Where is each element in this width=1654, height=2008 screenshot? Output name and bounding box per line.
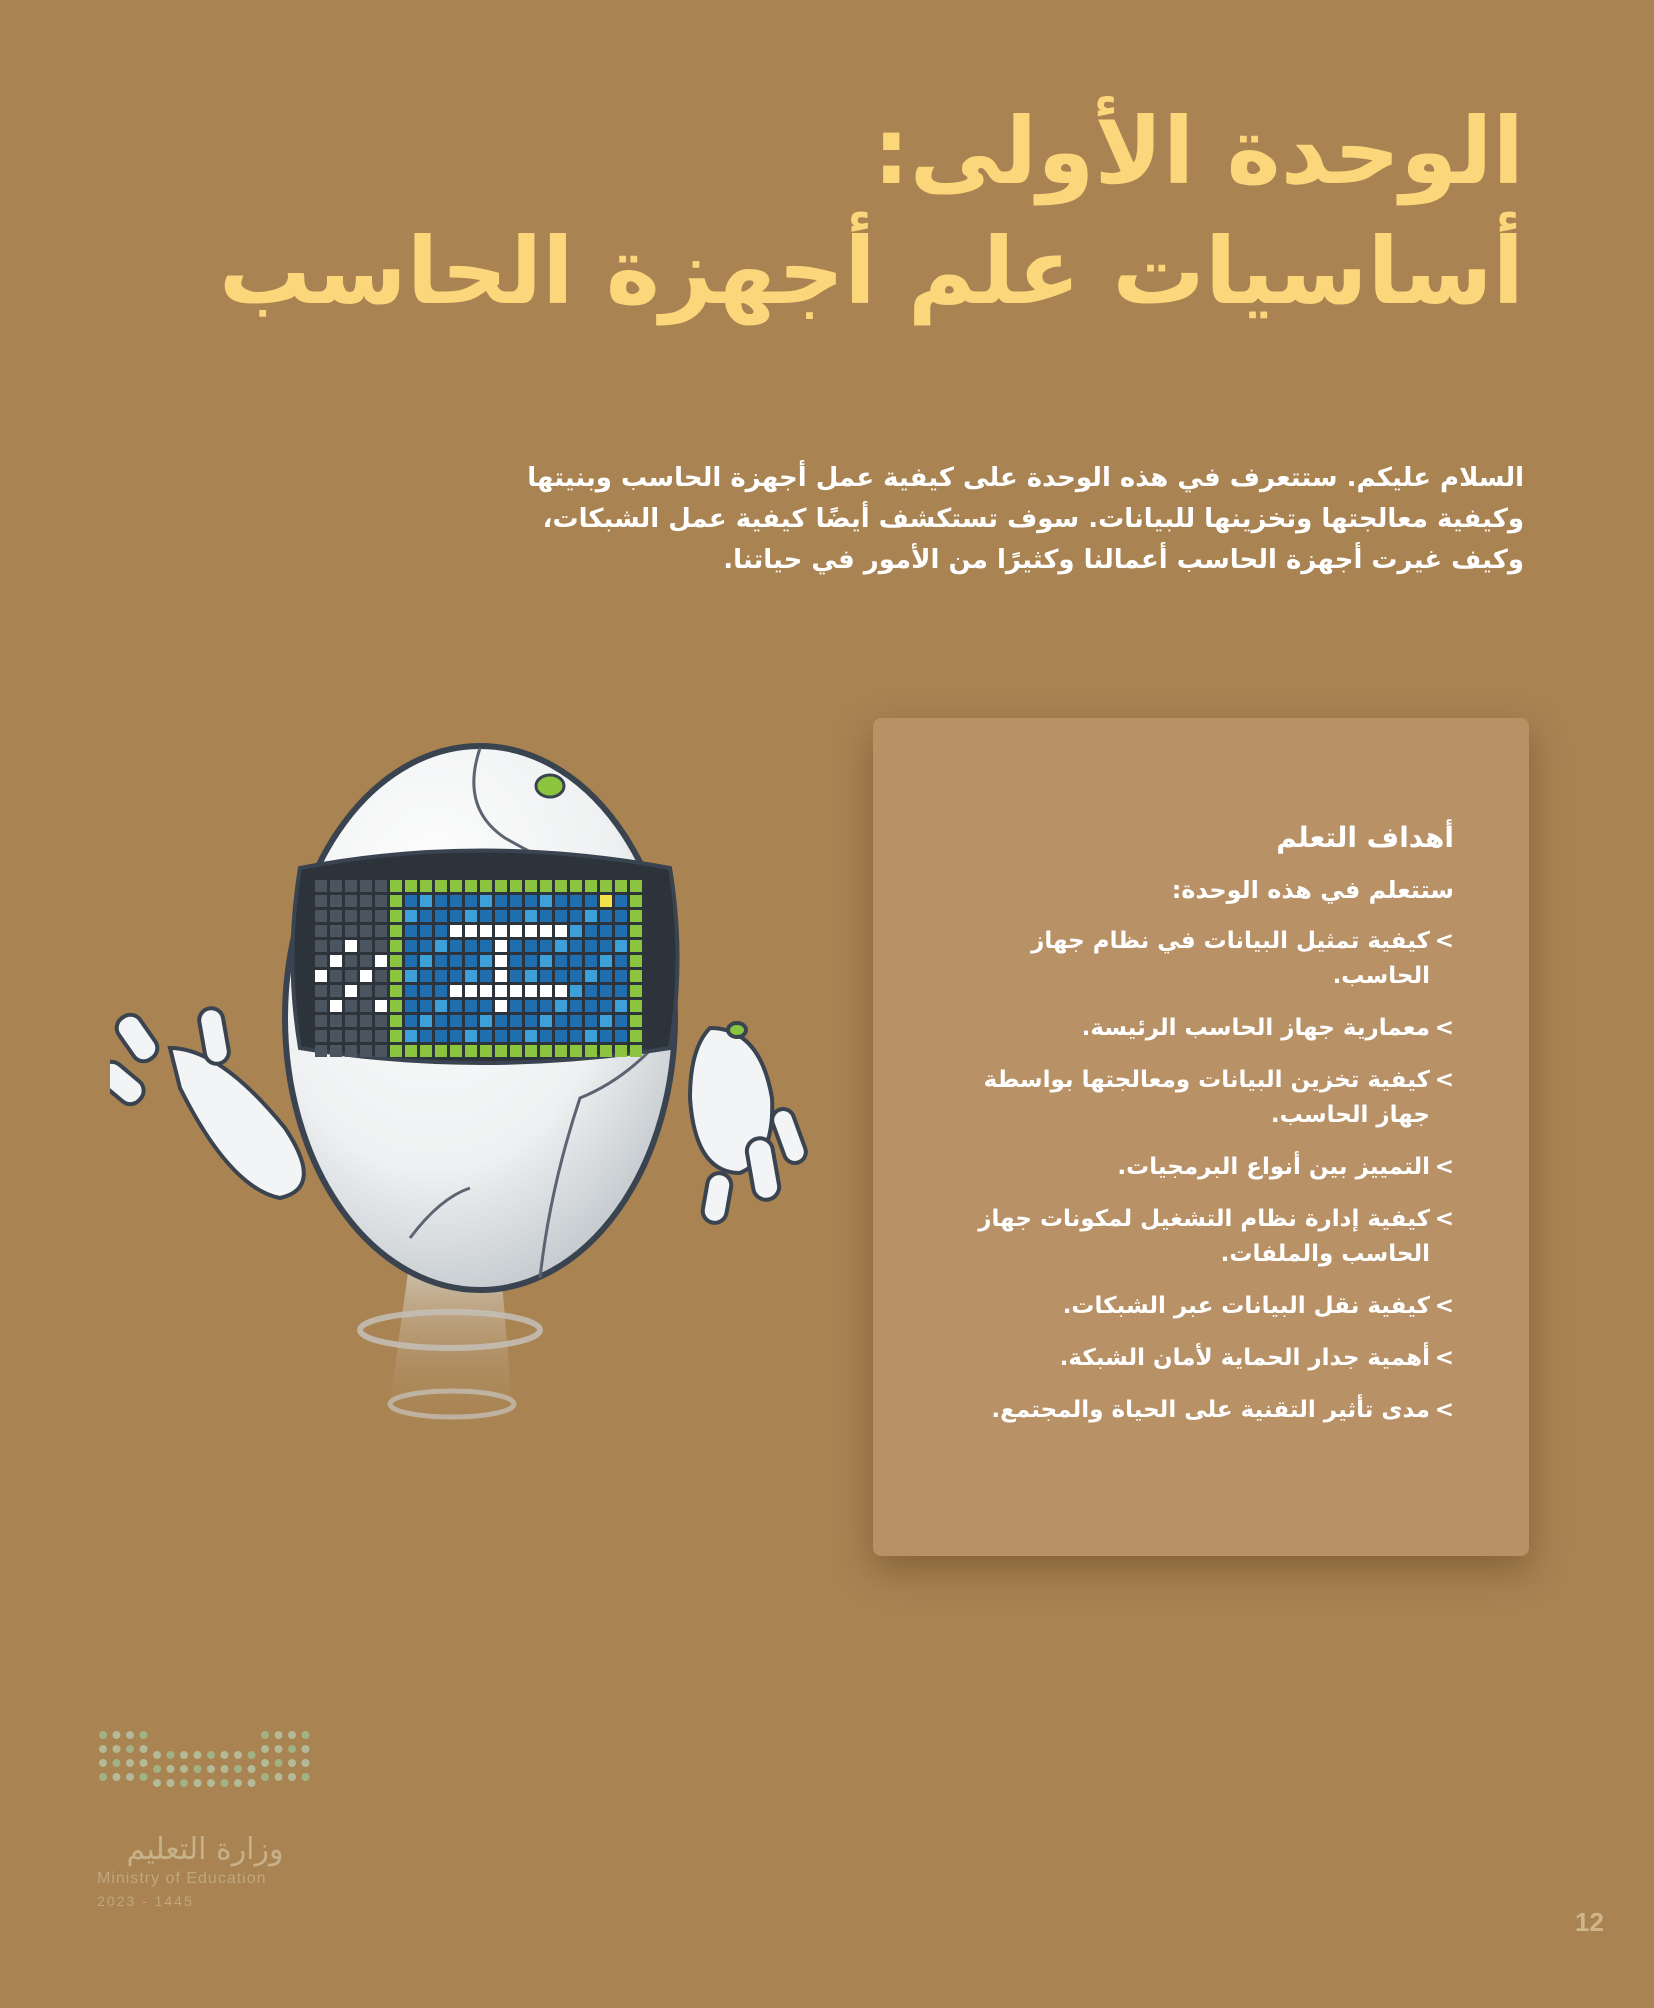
unit-title-line2: أساسيات علم أجهزة الحاسب [218,218,1524,325]
goal-item: > كيفية نقل البيانات عبر الشبكات. [934,1289,1454,1324]
learning-goals-box [873,718,1529,1556]
goal-item: > مدى تأثير التقنية على الحياة والمجتمع. [934,1393,1454,1428]
intro-paragraph: السلام عليكم. ستتعرف في هذه الوحدة على كيفية عمل أجهزة الحاسب وبنيتها وكيفية معالجتها وتخزينها للبيانات. سوف تستكشف أيضًا كيفية عمل الشبكات، وكيف غيرت أجهزة الحاسب أعمالنا وكثيرًا من الأمور في حياتنا. [527,463,1524,575]
goals-heading: أهداف التعلم [1276,821,1454,854]
bullet-arrow-icon: > [1434,928,1454,954]
goal-item: > التمييز بين أنواع البرمجيات. [934,1150,1454,1185]
robot-illustration [110,718,810,1538]
bullet-arrow-icon: > [1434,1154,1454,1180]
bullet-arrow-icon: > [1434,1067,1454,1093]
ministry-logo-icon [95,1725,325,1825]
ministry-year: 2023 - 1445 [97,1893,194,1909]
ministry-name-arabic: وزارة التعليم [126,1832,284,1867]
bullet-arrow-icon: > [1434,1293,1454,1319]
goal-item: > كيفية تمثيل البيانات في نظام جهاز الحاسب. [934,924,1454,994]
goal-item: > كيفية تخزين البيانات ومعالجتها بواسطة جهاز الحاسب. [934,1063,1454,1133]
goal-item: > أهمية جدار الحماية لأمان الشبكة. [934,1341,1454,1376]
goals-subheading: ستتعلم في هذه الوحدة: [1171,876,1454,904]
bullet-arrow-icon: > [1434,1345,1454,1371]
unit-title-line1: الوحدة الأولى: [872,98,1524,205]
goal-item: > معمارية جهاز الحاسب الرئيسة. [934,1011,1454,1046]
bullet-arrow-icon: > [1434,1397,1454,1423]
goal-item: > كيفية إدارة نظام التشغيل لمكونات جهاز الحاسب والملفات. [934,1202,1454,1272]
goals-list [934,924,1454,1428]
bullet-arrow-icon: > [1434,1206,1454,1232]
unit-title [219,92,1524,332]
bullet-arrow-icon: > [1434,1015,1454,1041]
page-number: 12 [1575,1907,1604,1937]
ministry-name-english: Ministry of Education [97,1870,267,1887]
